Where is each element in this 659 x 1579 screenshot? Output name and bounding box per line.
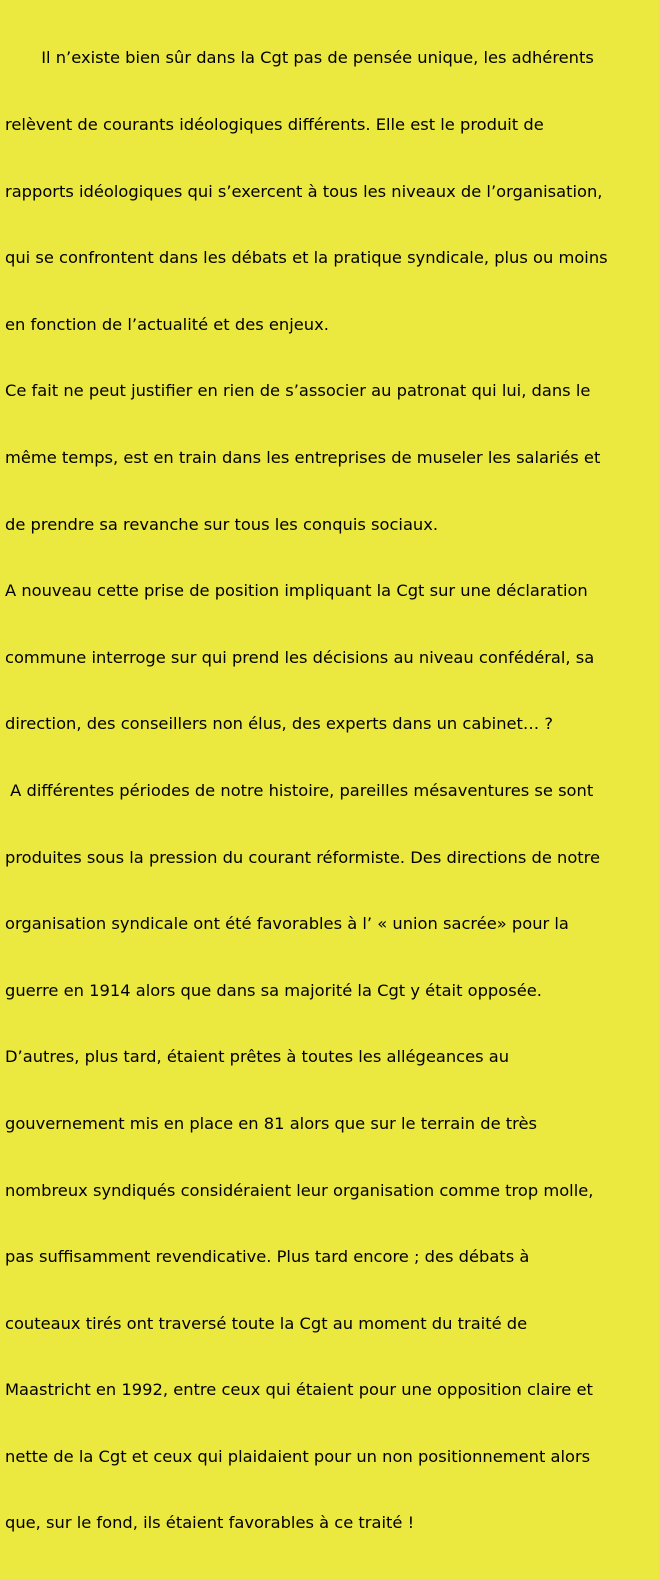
text-line: direction, des conseillers non élus, des experts dans un cabinet… ? — [5, 714, 554, 734]
text-line: guerre en 1914 alors que dans sa majorité la Cgt y était opposée. — [5, 980, 542, 1000]
text-line: de prendre sa revanche sur tous les conquis sociaux. — [5, 514, 439, 534]
text-line: Ce fait ne peut justifier en rien de s’associer au patronat qui lui, dans le — [5, 381, 591, 401]
text-line: gouvernement mis en place en 81 alors que sur le terrain de très — [5, 1113, 537, 1133]
text-line: produites sous la pression du courant réformiste. Des directions de notre — [5, 847, 601, 867]
text-line: Maastricht en 1992, entre ceux qui étaient pour une opposition claire et — [5, 1380, 593, 1400]
text-line: que, sur le fond, ils étaient favorables à ce traité ! — [5, 1513, 415, 1533]
body-text — [5, 3, 659, 1579]
text-line: D’autres, plus tard, étaient prêtes à toutes les allégeances au — [5, 1047, 510, 1067]
text-line: nombreux syndiqués considéraient leur organisation comme trop molle, — [5, 1180, 594, 1200]
text-line: relèvent de courants idéologiques différents. Elle est le produit de — [5, 115, 544, 134]
text-line: même temps, est en train dans les entreprises de museler les salariés et — [5, 447, 601, 467]
text-line: organisation syndicale ont été favorables à l’ « union sacrée» pour la — [5, 914, 569, 934]
text-line: couteaux tirés ont traversé toute la Cgt au moment du traité de — [5, 1313, 528, 1333]
text-line: nette de la Cgt et ceux qui plaidaient pour un non positionnement alors — [5, 1446, 591, 1466]
text-line: Il n’existe bien sûr dans la Cgt pas de pensée unique, les adhérents — [5, 48, 594, 68]
text-line: pas suffisamment revendicative. Plus tard encore ; des débats à — [5, 1247, 530, 1267]
text-line: A différentes périodes de notre histoire, pareilles mésaventures se sont — [5, 780, 594, 800]
text-line: rapports idéologiques qui s’exercent à tous les niveaux de l’organisation, — [5, 181, 603, 201]
text-line: en fonction de l’actualité et des enjeux. — [5, 314, 329, 334]
text-line: qui se confrontent dans les débats et la pratique syndicale, plus ou moins — [5, 248, 608, 268]
text-line: commune interroge sur qui prend les décisions au niveau confédéral, sa — [5, 647, 595, 667]
text-line: A nouveau cette prise de position impliquant la Cgt sur une déclaration — [5, 581, 588, 601]
